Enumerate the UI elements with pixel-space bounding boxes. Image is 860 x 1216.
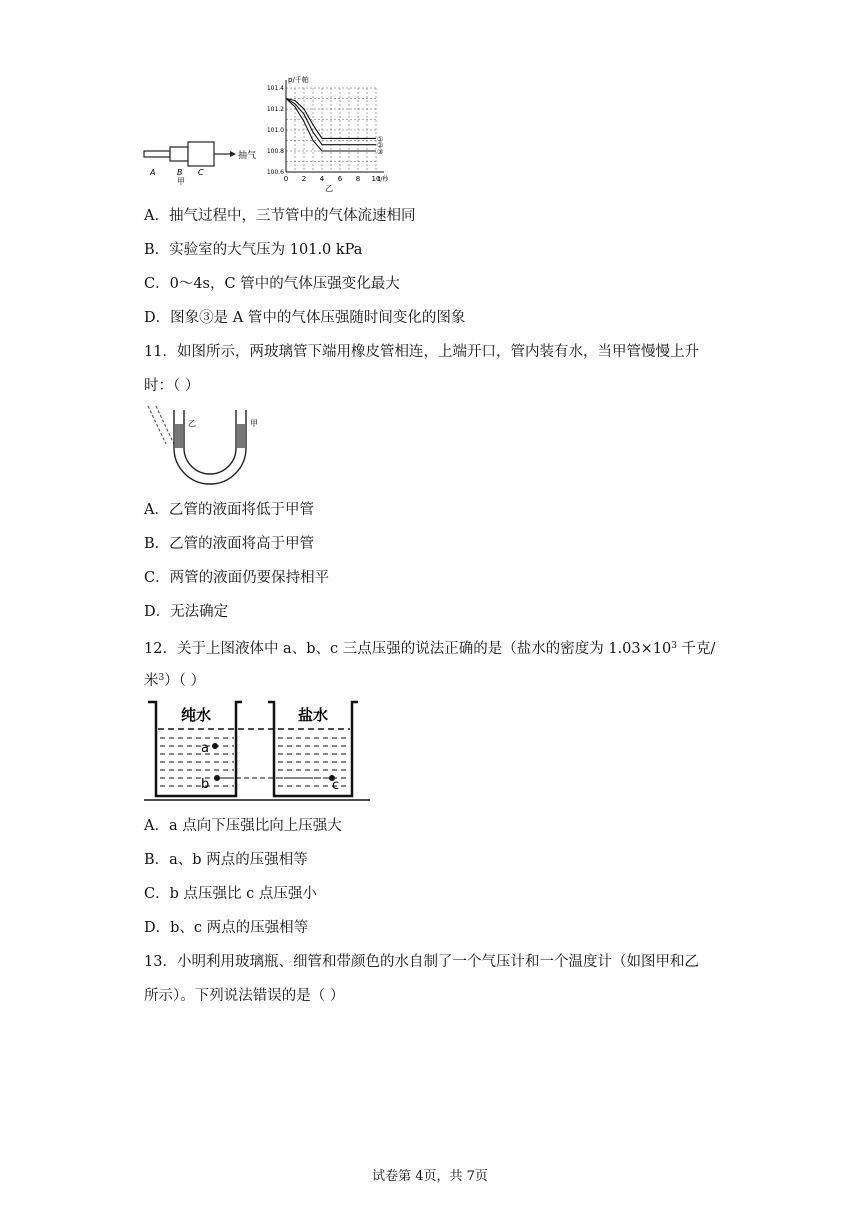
q10-pressure-chart <box>262 72 402 194</box>
x-tick-label: 2 <box>301 175 307 183</box>
tube-a <box>144 151 170 157</box>
q12-option-b: B．a、b 两点的压强相等 <box>144 852 308 868</box>
u-tube-outer <box>174 410 246 484</box>
q12-option-a: A．a 点向下压强比向上压强大 <box>144 818 342 834</box>
q12-stem-line2: 米$^3$）（ ） <box>144 673 206 689</box>
label-jia: 甲 <box>250 419 258 428</box>
series-label-2: ② <box>377 141 384 150</box>
x-tick-label: 8 <box>355 175 361 183</box>
arrow-head-icon <box>230 151 236 157</box>
q10-option-a: A．抽气过程中，三节管中的气体流速相同 <box>144 208 416 224</box>
tube-c <box>188 142 214 166</box>
y-tick-label: 100.6 <box>266 169 284 176</box>
label-a: a <box>201 741 209 756</box>
y-tick-label: 101.0 <box>266 127 284 134</box>
q11-u-tube-figure <box>144 404 264 492</box>
previous-position-dashed <box>148 406 166 444</box>
label-c: c <box>332 778 340 793</box>
caption-jia: 甲 <box>177 177 185 186</box>
q12-option-d: D．b、c 两点的压强相等 <box>144 920 309 936</box>
page-footer: 试卷第 4页，共 7页 <box>372 1169 488 1184</box>
x-tick-label: 6 <box>337 175 343 183</box>
label-b: B <box>177 168 183 177</box>
q11-option-b: B．乙管的液面将高于甲管 <box>144 536 315 552</box>
q13-stem-line1: 13．小明利用玻璃瓶、细管和带颜色的水自制了一个气压计和一个温度计（如图甲和乙 <box>144 954 699 970</box>
q10-option-c: C．0～4s，C 管中的气体压强变化最大 <box>144 276 400 292</box>
tube-b <box>170 147 188 161</box>
y-tick-label: 101.2 <box>266 106 284 113</box>
y-tick-label: 100.8 <box>266 148 284 155</box>
q13-stem-line2: 所示）。下列说法错误的是（ ） <box>144 988 345 1004</box>
label-b: b <box>201 777 210 792</box>
series-label-1: ① <box>377 135 384 144</box>
water-fill-dashes <box>160 738 350 786</box>
left-beaker-label: 纯水 <box>180 706 212 724</box>
q10-figure-tubes <box>144 118 264 186</box>
q11-option-a: A．乙管的液面将低于甲管 <box>144 502 314 518</box>
x-tick-label: 10 <box>371 175 381 183</box>
x-tick-label: 4 <box>319 175 325 183</box>
q12-beakers-figure <box>144 696 374 806</box>
label-a: A <box>150 168 156 177</box>
y-tick-label: 101.4 <box>266 85 284 92</box>
q11-option-c: C．两管的液面仍要保持相平 <box>144 570 330 586</box>
pump-label: 抽气 <box>238 151 257 161</box>
yi-tube-water <box>175 424 183 448</box>
label-c: C <box>198 168 204 177</box>
q10-option-b: B．实验室的大气压为 101.0 kPa <box>144 242 363 258</box>
q12-stem-line1: 12．关于上图液体中 a、b、c 三点压强的说法正确的是（盐水的密度为 $1.03\times 10^3$ 千克/ <box>144 641 716 657</box>
x-tick-label: 0 <box>283 175 289 183</box>
chart-caption: 乙 <box>325 184 333 193</box>
x-axis-label: t/秒 <box>378 176 389 183</box>
point-a <box>212 743 218 749</box>
label-yi: 乙 <box>188 419 196 428</box>
y-axis-label: p/千帕 <box>288 76 309 84</box>
q10-option-d: D．图象③是 A 管中的气体压强随时间变化的图象 <box>144 310 466 326</box>
q12-option-c: C．b 点压强比 c 点压强小 <box>144 886 317 902</box>
right-beaker-label: 盐水 <box>297 706 329 724</box>
q11-stem-line1: 11．如图所示，两玻璃管下端用橡皮管相连，上端开口，管内装有水，当甲管慢慢上升 <box>144 344 699 360</box>
jia-tube-water <box>237 424 245 448</box>
point-b <box>214 775 220 781</box>
q11-option-d: D．无法确定 <box>144 604 229 620</box>
q11-stem-line2: 时：（ ） <box>144 378 200 394</box>
series-label-3: ③ <box>377 148 384 156</box>
